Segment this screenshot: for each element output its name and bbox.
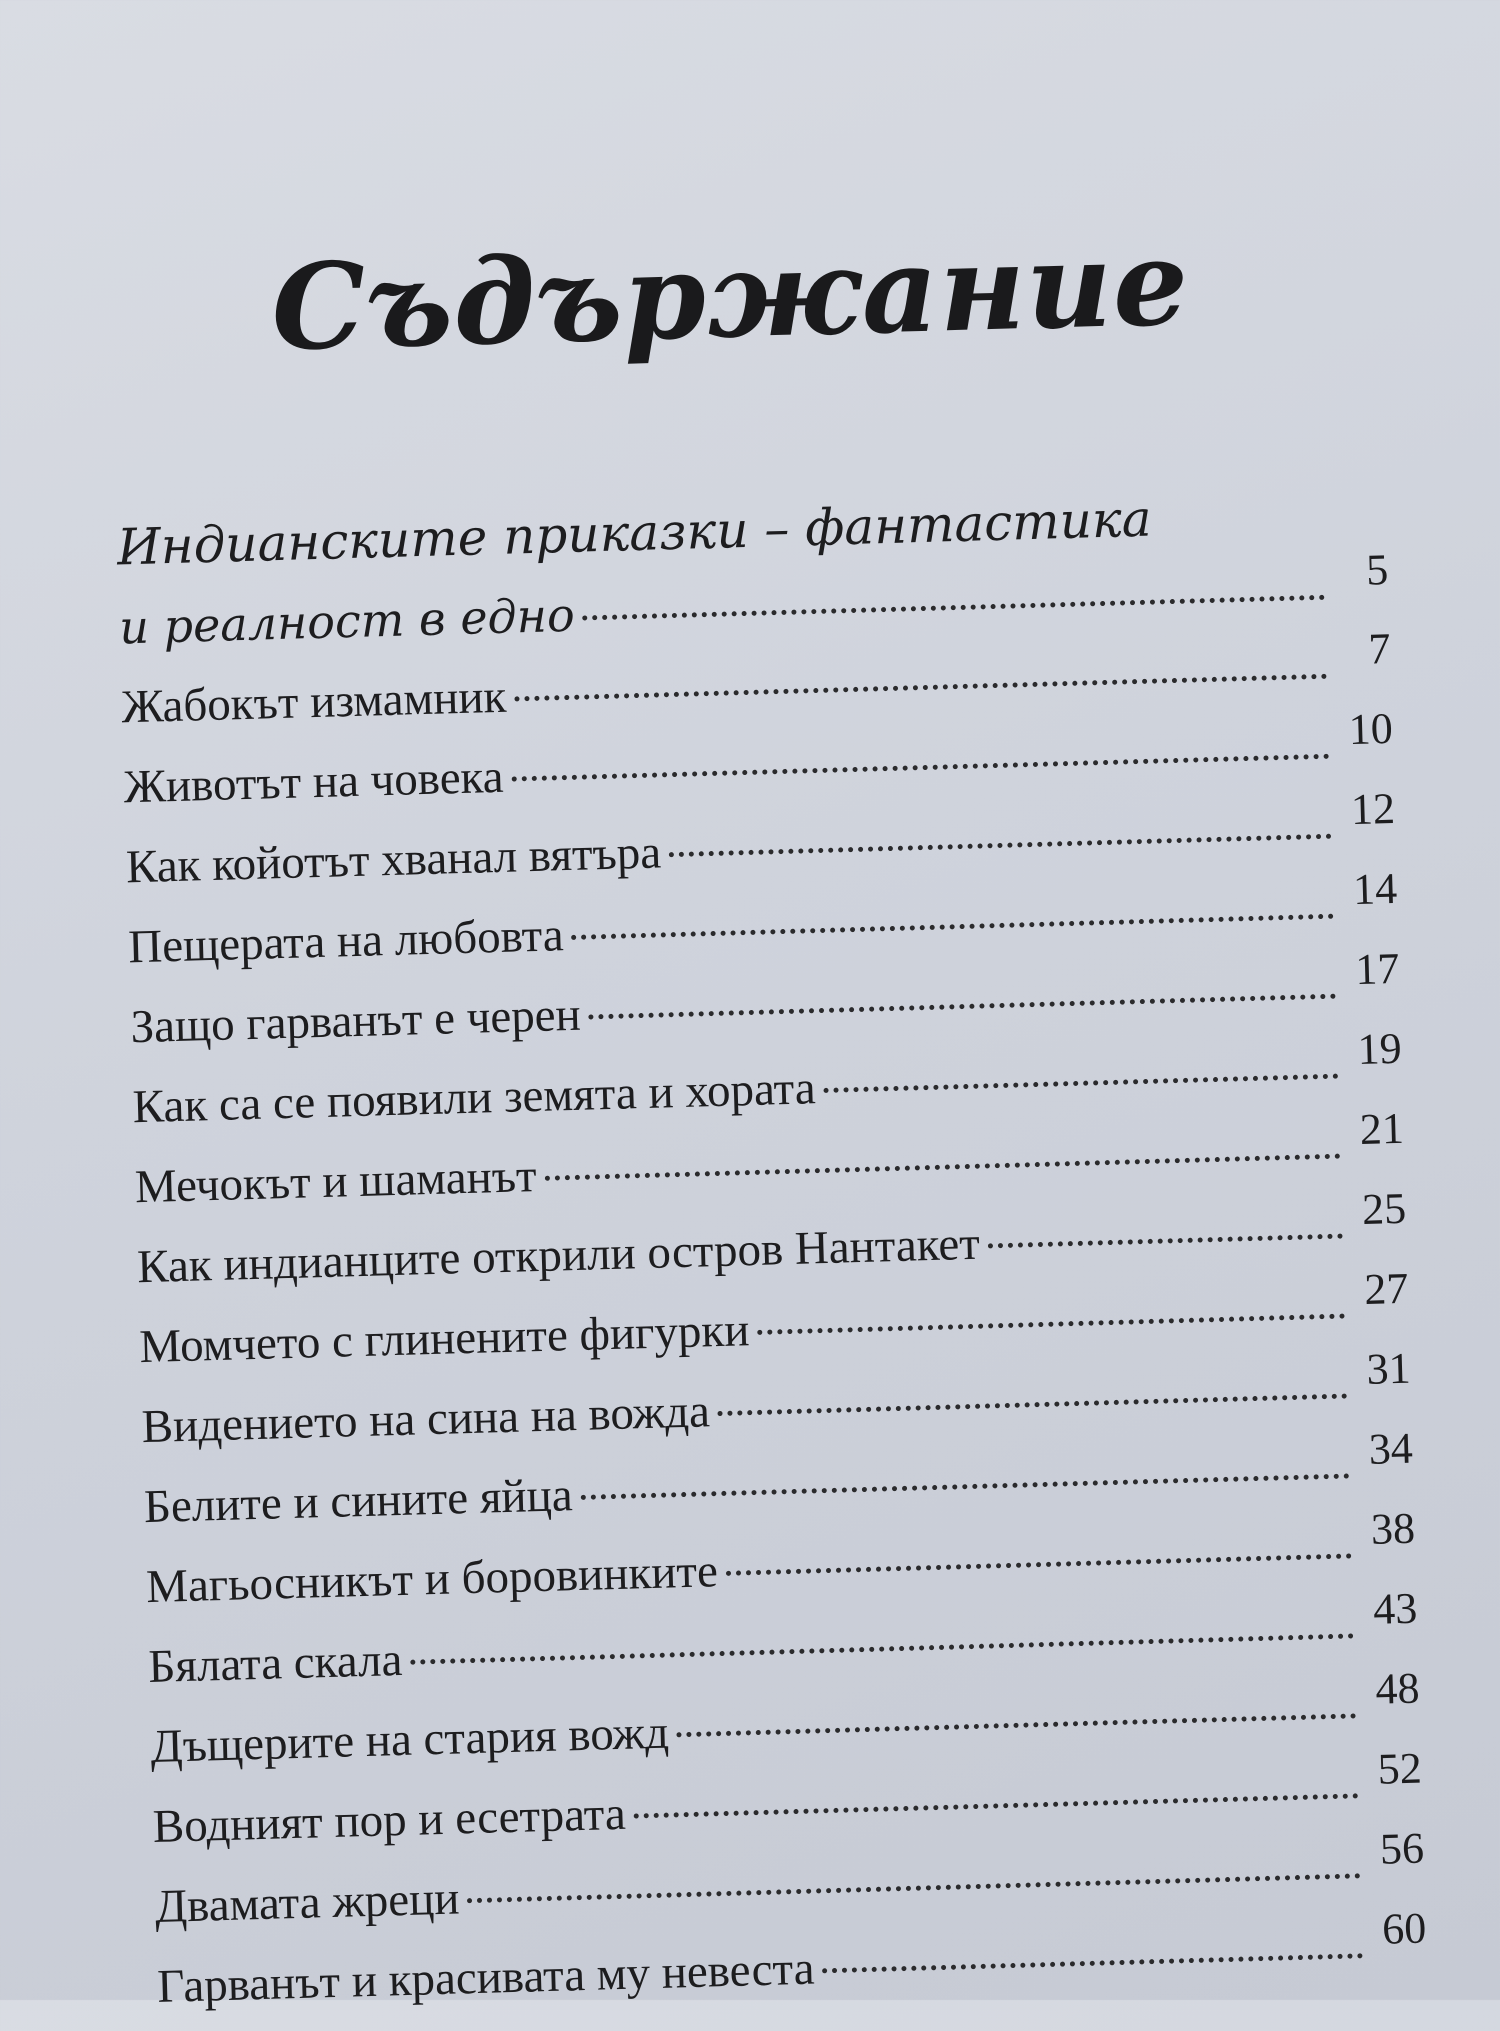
page-title: Съдържание — [269, 212, 1191, 378]
dot-leader — [589, 994, 1337, 1020]
dot-leader — [726, 1553, 1352, 1575]
toc-entry-label: Мечокът и шаманът — [134, 1150, 538, 1214]
table-of-contents — [116, 472, 1428, 2027]
toc-entry-label: Как индианците открили остров Нантакет — [136, 1217, 981, 1294]
dot-leader — [583, 595, 1325, 621]
toc-entry-label: Бялата скала — [147, 1633, 404, 1694]
toc-page-number: 60 — [1381, 1903, 1427, 1954]
toc-entry-label: Видението на сина на вожда — [140, 1385, 711, 1454]
toc-entry-label: Момчето с глинените фигурки — [138, 1304, 751, 1374]
dot-leader — [669, 834, 1332, 858]
toc-entry-label: Жабокът измамник — [120, 670, 508, 734]
toc-page-number: 17 — [1354, 943, 1401, 995]
toc-entry-label: Как са се появили земята и хората — [132, 1062, 817, 1134]
toc-entry-label: Гарванът и красивата му невеста — [156, 1942, 816, 2013]
dot-leader — [514, 674, 1327, 702]
dot-leader — [634, 1793, 1359, 1818]
toc-entry-label: Пещерата на любовта — [127, 909, 565, 974]
dot-leader — [718, 1393, 1348, 1416]
toc-entry-label: Животът на човека — [123, 750, 505, 814]
toc-page-number: 12 — [1350, 783, 1396, 835]
toc-page-number: 14 — [1352, 863, 1398, 915]
toc-entry-label: Магьосникът и боровинките — [145, 1545, 719, 1614]
toc-entry-label: Двамата жреци — [154, 1872, 461, 1933]
toc-page-number: 21 — [1359, 1103, 1405, 1155]
toc-page-number: 56 — [1379, 1823, 1425, 1874]
toc-entry-label: Дъщерите на стария вожд — [149, 1706, 670, 1774]
dot-leader — [677, 1713, 1356, 1737]
toc-page-number: 27 — [1363, 1263, 1409, 1314]
toc-entry-label: Водният пор и есетрата — [152, 1787, 627, 1853]
dot-leader — [467, 1873, 1360, 1903]
dot-leader — [511, 754, 1329, 782]
toc-page-number: 19 — [1356, 1023, 1403, 1075]
toc-page-number: 34 — [1368, 1423, 1414, 1474]
toc-entry-label: Как койотът хванал вятъра — [125, 826, 662, 894]
dot-leader — [545, 1154, 1341, 1181]
toc-page-number: 48 — [1374, 1663, 1421, 1714]
toc-page-number: 38 — [1370, 1503, 1416, 1554]
toc-page-number: 7 — [1367, 623, 1392, 674]
toc-entry-label: и реалност в едно — [118, 587, 576, 655]
dot-leader — [824, 1074, 1339, 1093]
toc-entry-label: Белите и сините яйца — [143, 1469, 574, 1534]
dot-leader — [410, 1633, 1354, 1664]
toc-page-number: 5 — [1365, 545, 1389, 595]
dot-leader — [572, 914, 1334, 940]
toc-page-number: 52 — [1377, 1743, 1423, 1794]
toc-page-number: 43 — [1372, 1583, 1418, 1634]
toc-page-number: 31 — [1365, 1343, 1412, 1394]
toc-page-number: 25 — [1361, 1183, 1407, 1234]
dot-leader — [581, 1473, 1350, 1499]
dot-leader — [757, 1314, 1345, 1335]
dot-leader — [988, 1234, 1343, 1249]
toc-entry-label: Защо гарванът е черен — [129, 988, 582, 1054]
dot-leader — [822, 1953, 1363, 1973]
toc-page-number: 10 — [1348, 703, 1394, 755]
toc-intro-title-line1: Индианските приказки – фантастика — [116, 489, 1153, 577]
